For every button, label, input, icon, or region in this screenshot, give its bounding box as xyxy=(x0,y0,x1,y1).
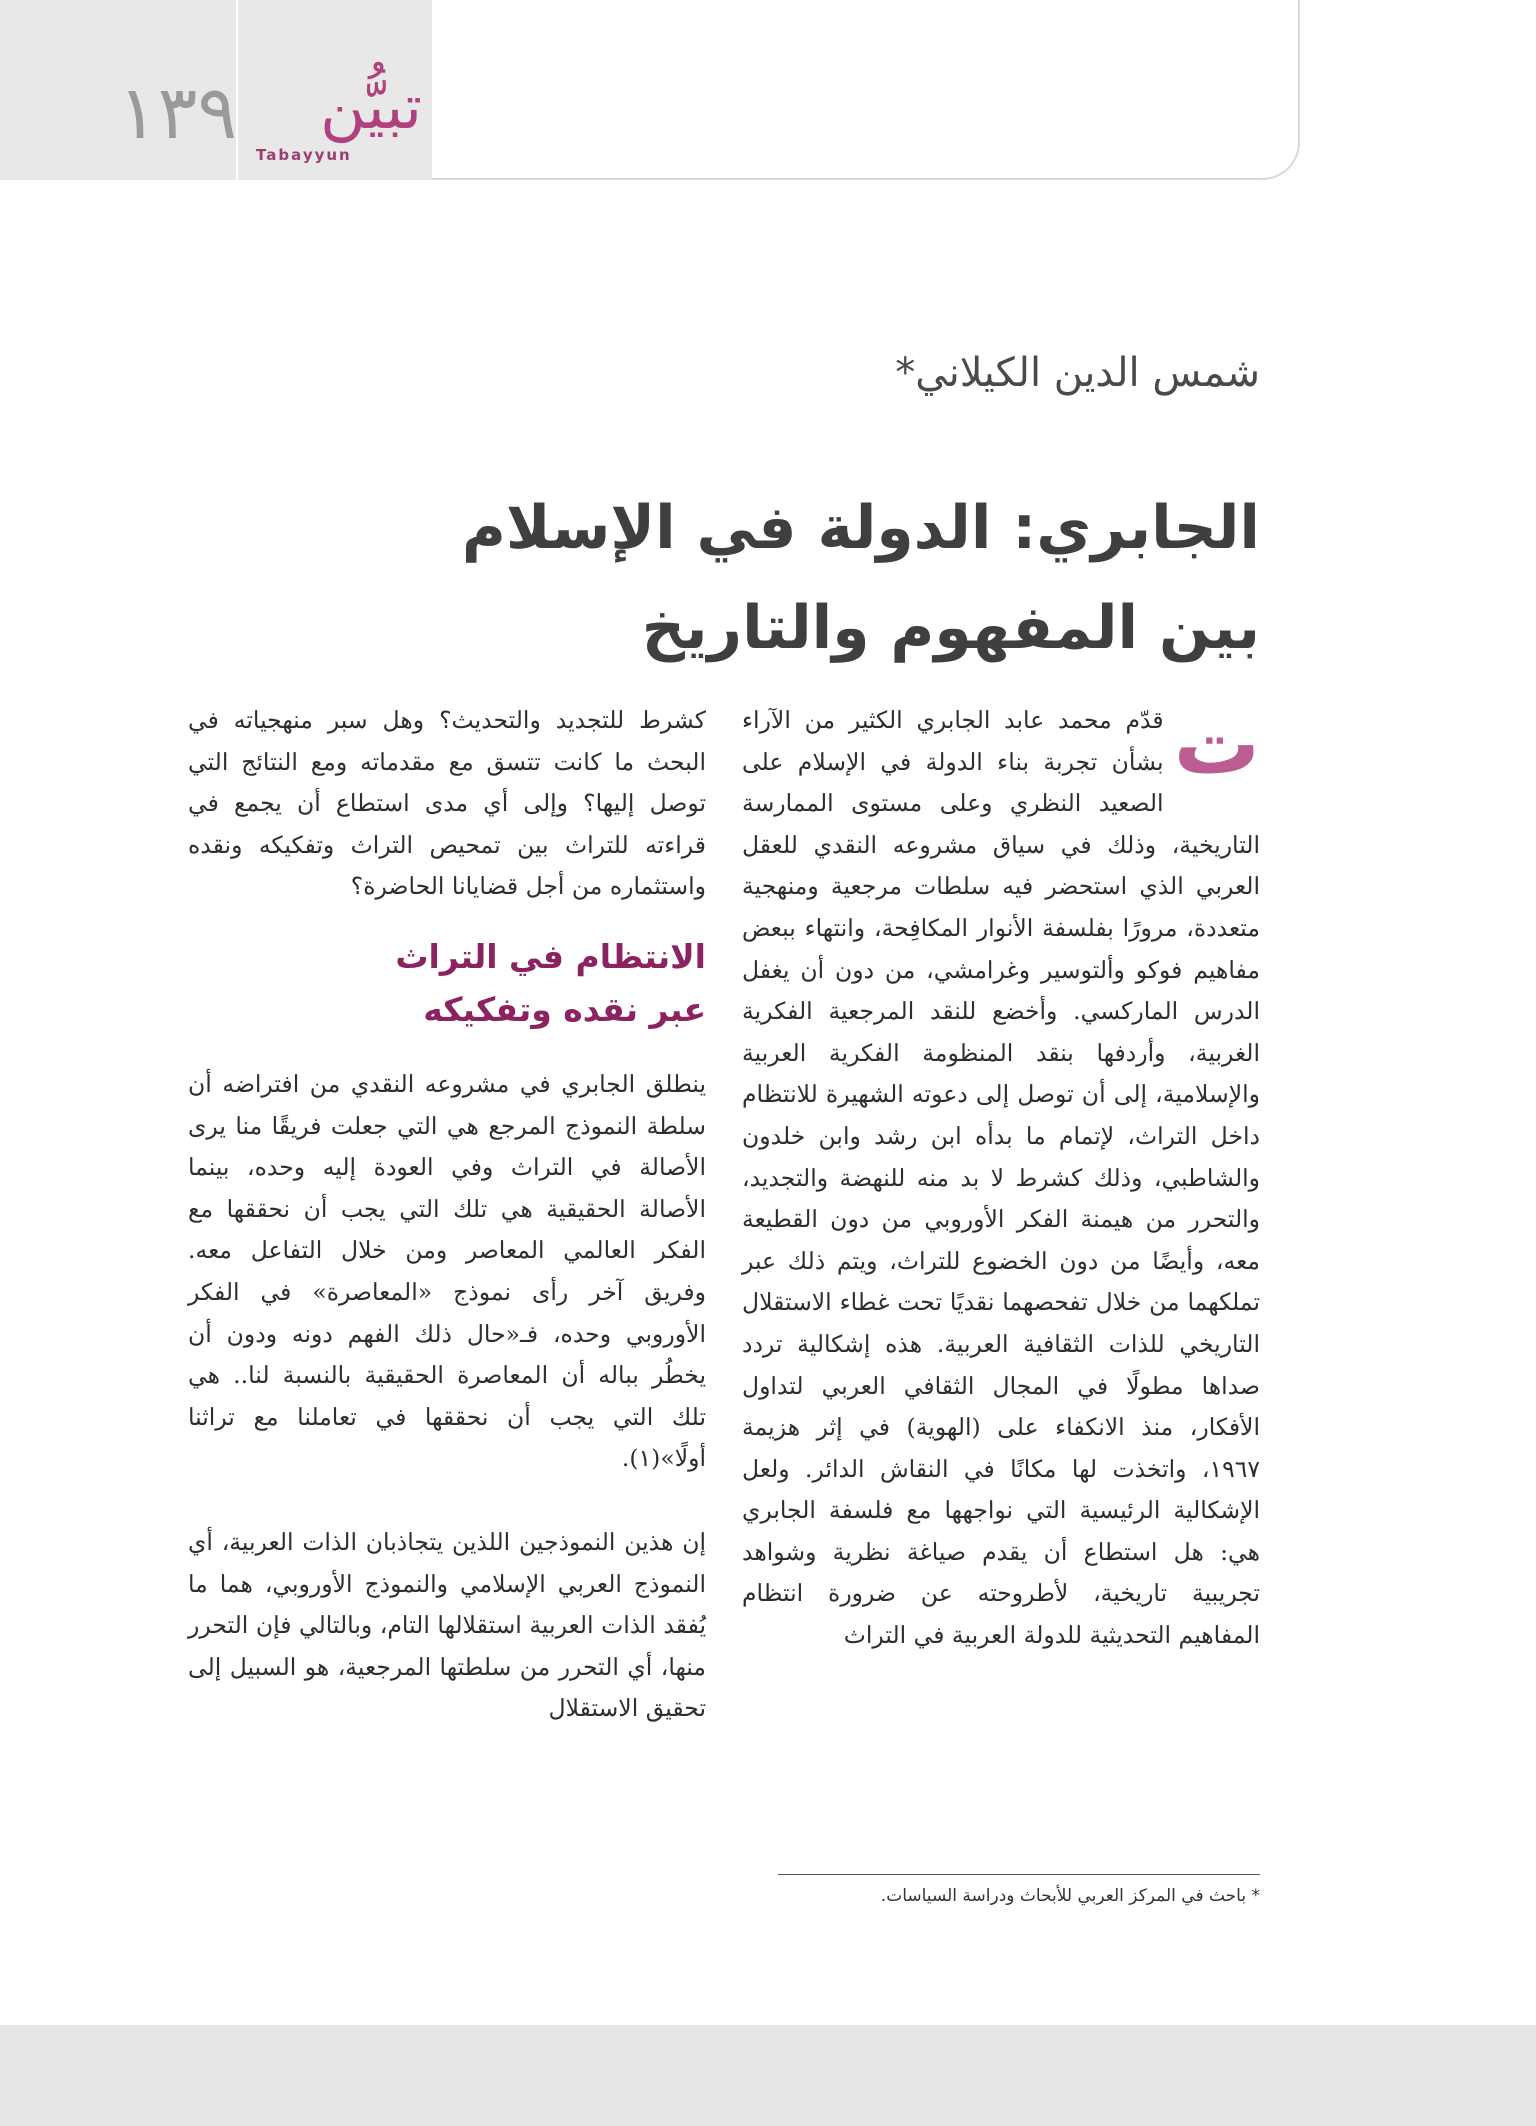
section-subheading xyxy=(188,930,706,1036)
paragraph-spacer xyxy=(188,1480,706,1522)
title-line-2: بين المفهوم والتاريخ xyxy=(641,593,1260,663)
footnote-rule xyxy=(778,1874,1260,1875)
left-column xyxy=(188,700,706,1730)
right-column xyxy=(742,694,1260,1657)
dropcap-letter: ت xyxy=(1173,694,1260,794)
footnote: * باحث في المركز العربي للأبحاث ودراسة السياسات. xyxy=(880,1886,1260,1906)
article-title xyxy=(260,478,1260,678)
page-footer xyxy=(0,2025,1536,2126)
left-column-paragraph-2: ينطلق الجابري في مشروعه النقدي من افتراضه أن سلطة النموذج المرجع هي التي جعلت فريقًا منا يرى الأصالة في التراث وفي العودة إليه وحده، بينما الأصالة الحقيقية هي تلك التي يجب أن نحققها مع الفكر العالمي المعاصر ومن خلال التفاعل معه. وفريق آخر رأى نموذج «المعاصرة» في الفكر الأوروبي وحده، فـ«حال ذلك الفهم دونه ودون أن يخطُر بباله أن المعاصرة الحقيقية بالنسبة لنا.. هي تلك التي يجب أن نحققها في تعاملنا مع تراثنا أولًا»(١). xyxy=(188,1069,706,1473)
author-name: شمس الدين الكيلاني* xyxy=(895,350,1260,396)
page-number: ١٣٩ xyxy=(118,70,238,156)
subheading-line-1: الانتظام في التراث xyxy=(395,936,706,976)
right-column-paragraph: قدّم محمد عابد الجابري الكثير من الآراء بشأن تجربة بناء الدولة في الإسلام على الصعيد النظري وعلى مستوى الممارسة التاريخية، وذلك في سياق مشروعه النقدي للعقل العربي الذي استحضر فيه سلطات مرجعية ومنهجية متعددة، مرورًا بفلسفة الأنوار المكافِحة، وانتهاء ببعض مفاهيم فوكو وألتوسير وغرامشي، من دون أن يغفل الدرس الماركسي. وأخضع للنقد المرجعية الفكرية الغربية، وأردفها بنقد المنظومة الفكرية العربية والإسلامية، إلى أن توصل إلى دعوته الشهيرة للانتظام داخل التراث، لإتمام ما بدأه ابن رشد وابن خلدون والشاطبي، وذلك كشرط لا بد منه للنهضة والتجديد، والتحرر من هيمنة الفكر الأوروبي من دون القطيعة معه، وأيضًا من دون الخضوع للتراث، ويتم ذلك عبر تملكهما من خلال تفحصهما نقديًا تحت غطاء الاستقلال التاريخي للذات الثقافية العربية. هذه إشكالية تردد صداها مطولًا في المجال الثقافي العربي لتداول الأفكار، منذ الانكفاء على (الهوية) في إثر هزيمة ١٩٦٧، واتخذت لها مكانًا في النقاش الدائر. ولعل الإشكالية الرئيسية التي نواجهها مع فلسفة الجابري هي: هل استطاع أن يقدم صياغة نظرية وشواهد تجريبية تاريخية، لأطروحته عن ضرورة انتظام المفاهيم التحديثية للدولة العربية في التراث xyxy=(742,706,1260,1650)
journal-logo xyxy=(252,70,422,170)
title-line-1: الجابري: الدولة في الإسلام xyxy=(461,493,1260,563)
logo-arabic-text: تبيُّن xyxy=(320,70,422,143)
left-column-paragraph-3: إن هذين النموذجين اللذين يتجاذبان الذات العربية، أي النموذج العربي الإسلامي والنموذج الأوروبي، هما ما يُفقد الذات العربية استقلالها التام، وبالتالي فإن التحرر منها، أي التحرر من سلطتها المرجعية، هو السبيل إلى تحقيق الاستقلال xyxy=(188,1527,706,1723)
subheading-line-2: عبر نقده وتفكيكه xyxy=(423,989,706,1029)
left-column-paragraph-1: كشرط للتجديد والتحديث؟ وهل سبر منهجياته في البحث ما كانت تتسق مع مقدماته ومع النتائج التي توصل إليها؟ وإلى أي مدى استطاع أن يجمع في قراءته للتراث بين تمحيص التراث وتفكيكه ونقده واستثماره من أجل قضايانا الحاضرة؟ xyxy=(188,706,706,901)
logo-latin-text: Tabayyun xyxy=(256,146,352,164)
